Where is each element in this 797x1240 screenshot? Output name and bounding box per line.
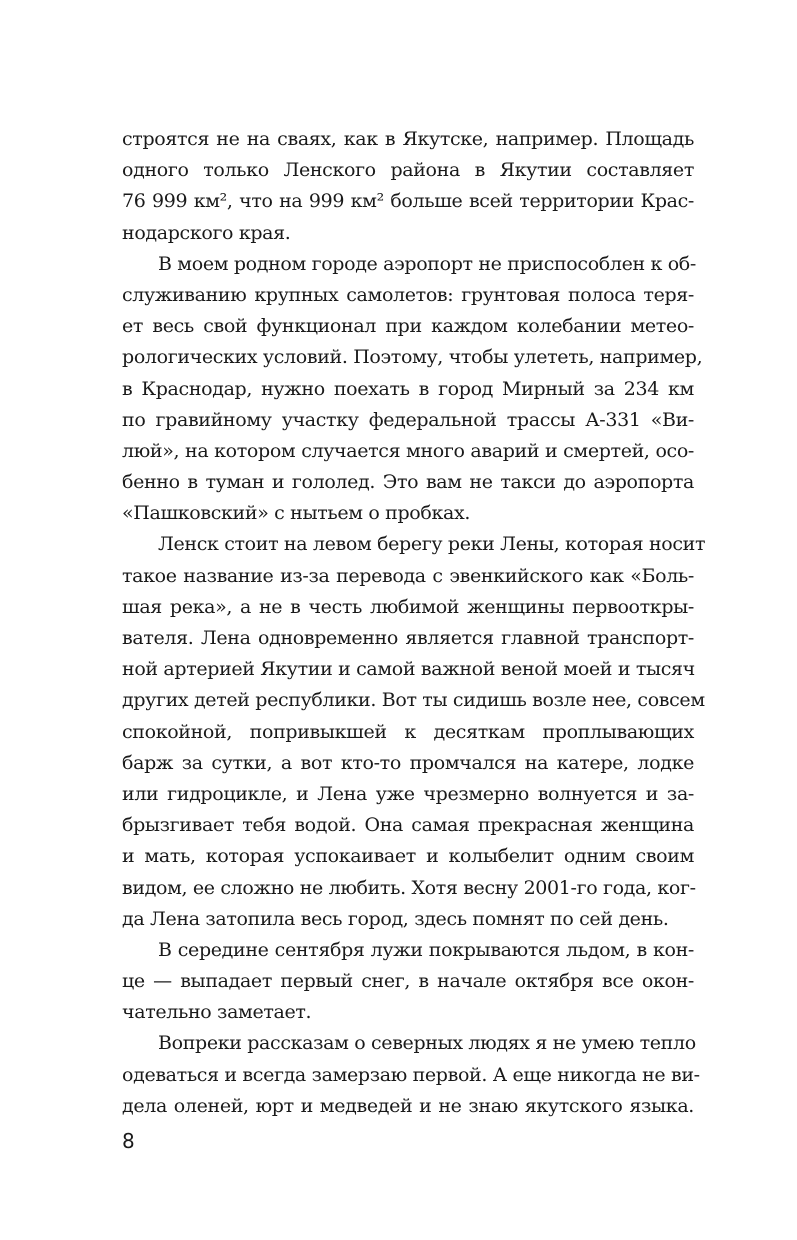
text-line: це — выпадает первый снег, в начале октября все окон- bbox=[122, 970, 694, 993]
text-line: служиванию крупных самолетов: грунтовая полоса теря- bbox=[122, 283, 694, 306]
text-line: в Краснодар, нужно поехать в город Мирный за 234 км bbox=[122, 377, 694, 400]
paragraph-3 bbox=[122, 529, 706, 934]
text-line: и мать, которая успокаивает и колыбелит одним своим bbox=[122, 845, 694, 868]
text-line: ет весь свой функционал при каждом колебании метео- bbox=[122, 315, 694, 338]
text-line: В моем родном городе аэропорт не приспособлен к об- bbox=[158, 252, 696, 275]
paragraph-4 bbox=[122, 935, 694, 1029]
text-line: одного только Ленского района в Якутии составляет bbox=[122, 159, 694, 182]
text-line: чательно заметает. bbox=[122, 1001, 312, 1024]
text-line: шая река», а не в честь любимой женщины первооткры- bbox=[122, 595, 694, 618]
text-line: или гидроцикле, и Лена уже чрезмерно волнуется и за- bbox=[122, 782, 694, 805]
text-line: В середине сентября лужи покрываются льдом, в кон- bbox=[158, 938, 694, 961]
paragraph-1 bbox=[122, 124, 694, 249]
text-line: брызгивает тебя водой. Она самая прекрасная женщина bbox=[122, 814, 694, 837]
text-line: люй», на котором случается много аварий и смертей, осо- bbox=[122, 439, 694, 462]
text-line: да Лена затопила весь город, здесь помнят по сей день. bbox=[122, 907, 669, 930]
text-line: по гравийному участку федеральной трассы А-331 «Ви- bbox=[122, 408, 694, 431]
body-text bbox=[122, 124, 706, 1122]
text-line: Ленск стоит на левом берегу реки Лены, которая носит bbox=[158, 533, 706, 556]
text-line: Вопреки рассказам о северных людях я не умею тепло bbox=[158, 1032, 696, 1055]
text-line: спокойной, попривыкшей к десяткам проплывающих bbox=[122, 720, 694, 743]
text-line: «Пашковский» с нытьем о пробках. bbox=[122, 502, 471, 525]
paragraph-2 bbox=[122, 249, 703, 530]
text-line: одеваться и всегда замерзаю первой. А еще никогда не ви- bbox=[122, 1063, 700, 1086]
text-line: рологических условий. Поэтому, чтобы улететь, например, bbox=[122, 346, 703, 369]
text-line: такое название из-за перевода с эвенкийского как «Боль- bbox=[122, 564, 694, 587]
text-line: других детей республики. Вот ты сидишь возле нее, совсем bbox=[122, 689, 705, 712]
text-line: 76 999 км², что на 999 км² больше всей территории Крас- bbox=[122, 190, 694, 213]
text-line: строятся не на сваях, как в Якутске, например. Площадь bbox=[122, 128, 694, 150]
text-line: ной артерией Якутии и самой важной веной моей и тысяч bbox=[122, 658, 695, 681]
text-line: бенно в туман и гололед. Это вам не такси до аэропорта bbox=[122, 471, 694, 494]
text-line: вателя. Лена одновременно является главной транспорт- bbox=[122, 627, 694, 649]
text-line: нодарского края. bbox=[122, 221, 291, 244]
page-number: 8 bbox=[122, 1129, 135, 1153]
text-line: барж за сутки, а вот кто-то промчался на катере, лодке bbox=[122, 751, 694, 774]
text-line: видом, ее сложно не любить. Хотя весну 2001-го года, ког- bbox=[122, 876, 696, 899]
paragraph-5 bbox=[122, 1028, 700, 1122]
text-line: дела оленей, юрт и медведей и не знаю якутского языка. bbox=[122, 1094, 694, 1117]
